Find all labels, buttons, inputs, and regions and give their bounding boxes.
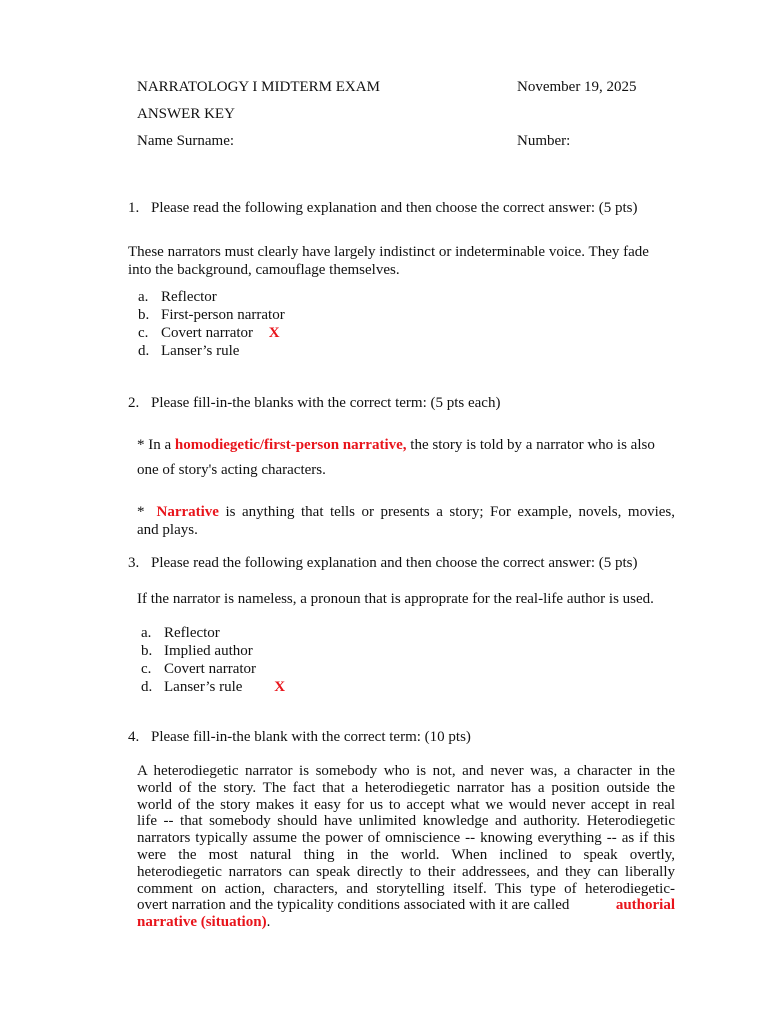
question-3-prompt: Please read the following explanation and then choose the correct answer: (5 pts) [151, 555, 638, 571]
fill-answer-part-2: narrative (situation) [137, 914, 267, 931]
option-letter: a. [138, 289, 149, 305]
blank-1-answer: homodiegetic/first-person narrative, [174, 437, 407, 453]
option-text: Reflector [161, 289, 217, 305]
question-1-passage-line: These narrators must clearly have largely indistinct or indeterminable voice. They fade [128, 244, 649, 260]
blank-2-sentence-line: and plays. [137, 522, 198, 538]
passage-line: heterodiegetic narrators can speak directly to their addressees, and they can liberally [137, 863, 675, 880]
passage-line-text: overt narration and the typicality conditions associated with it are called [137, 897, 570, 914]
question-1-option-a [138, 289, 217, 306]
question-4-number: 4. [128, 729, 140, 745]
option-letter: b. [141, 643, 153, 659]
exam-title: NARRATOLOGY I MIDTERM EXAM [137, 79, 380, 95]
option-letter: d. [141, 679, 153, 695]
question-1-prompt: Please read the following explanation and then choose the correct answer: (5 pts) [151, 200, 638, 216]
question-1-passage-line: into the background, camouflage themselves. [128, 262, 400, 278]
passage-line: comment on action, characters, and storytelling itself. This type of heterodiegetic- [137, 880, 675, 897]
exam-date: November 19, 2025 [517, 79, 637, 95]
blank-2-answer: Narrative [156, 504, 219, 520]
question-2-prompt: Please fill-in-the blanks with the correct term: (5 pts each) [151, 395, 501, 411]
option-text: First-person narrator [161, 307, 285, 323]
question-4-prompt: Please fill-in-the blank with the correct term: (10 pts) [151, 729, 471, 745]
question-2-number: 2. [128, 395, 140, 411]
passage-line: life -- that somebody should have unlimited knowledge and authority. Heterodiegetic [137, 813, 675, 830]
blank-1-sentence [137, 437, 655, 454]
question-3-option-b [141, 643, 253, 660]
passage-line [137, 897, 675, 914]
question-1-number: 1. [128, 200, 140, 216]
option-text: Lanser’s rule [161, 343, 240, 359]
passage-end: . [266, 914, 271, 931]
option-text: Reflector [164, 625, 220, 641]
passage-line: world of the story makes it easy for us to accept what we would never accept in real [137, 796, 675, 813]
blank-1-suffix: the story is told by a narrator who is also [406, 437, 655, 453]
option-letter: c. [141, 661, 152, 677]
question-1-option-d [138, 343, 239, 360]
name-surname-label: Name Surname: [137, 133, 235, 149]
fill-answer-part-1: authorial [615, 897, 675, 914]
question-1-option-c [138, 325, 280, 342]
passage-line: narrators typically assume the power of omniscience -- knowing everything -- as if this [137, 830, 675, 847]
number-label: Number: [517, 133, 571, 149]
option-letter: a. [141, 625, 152, 641]
passage-line: were the most natural thing in the world. When inclined to speak overtly, [137, 846, 675, 863]
correct-answer-mark: X [274, 679, 286, 695]
option-text: Implied author [164, 643, 253, 659]
option-text: Covert narrator [161, 325, 254, 341]
option-letter: b. [138, 307, 150, 323]
question-3-passage: If the narrator is nameless, a pronoun that is approprate for the real-life author is used. [137, 591, 654, 607]
question-4-passage [137, 763, 675, 931]
blank-2-sentence [137, 504, 675, 521]
question-3-option-c [141, 661, 256, 678]
blank-2-body [157, 504, 676, 521]
option-letter: c. [138, 325, 149, 341]
blank-1-prefix: * In a [137, 437, 175, 453]
passage-line: world of the story. The fact that a heterodiegetic narrator has a position outside the [137, 779, 675, 796]
passage-line [137, 914, 675, 931]
blank-2-suffix: is anything that tells or presents a story; For example, novels, movies, [218, 504, 675, 520]
option-text: Lanser’s rule [164, 679, 243, 695]
question-3-number: 3. [128, 555, 140, 571]
option-letter: d. [138, 343, 150, 359]
question-3-option-d [141, 679, 285, 696]
answer-key-label: ANSWER KEY [137, 106, 235, 122]
blank-1-sentence-line: one of story's acting characters. [137, 462, 326, 478]
blank-2-prefix: * [137, 504, 145, 520]
question-3-option-a [141, 625, 220, 642]
passage-line: A heterodiegetic narrator is somebody who is not, and never was, a character in the [137, 763, 675, 779]
question-1-option-b [138, 307, 285, 324]
option-text: Covert narrator [164, 661, 257, 677]
correct-answer-mark: X [268, 325, 280, 341]
